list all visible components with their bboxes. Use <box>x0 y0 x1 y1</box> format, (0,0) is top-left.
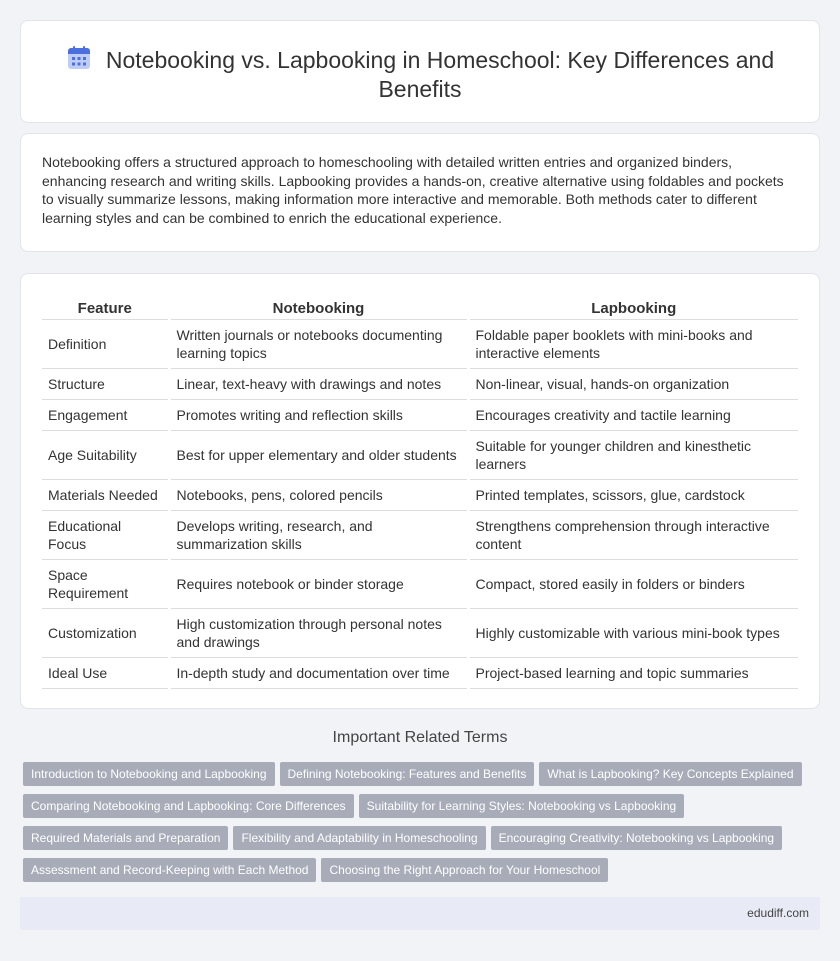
related-term-link[interactable]: Flexibility and Adaptability in Homeschooling <box>233 826 485 850</box>
footer-site[interactable]: edudiff.com <box>747 906 809 920</box>
table-row <box>42 511 798 560</box>
lapbooking-cell: Foldable paper booklets with mini-books and interactive elements <box>468 320 798 369</box>
notebooking-cell: Notebooks, pens, colored pencils <box>169 480 468 511</box>
table-row <box>42 658 798 689</box>
header-lapbooking: Lapbooking <box>468 296 798 320</box>
feature-cell: Structure <box>42 369 169 400</box>
table-row <box>42 609 798 658</box>
related-term-link[interactable]: What is Lapbooking? Key Concepts Explained <box>539 762 801 786</box>
notebooking-cell: Promotes writing and reflection skills <box>169 400 468 431</box>
lapbooking-cell: Compact, stored easily in folders or binders <box>468 560 798 609</box>
related-term-link[interactable]: Choosing the Right Approach for Your Homeschool <box>321 858 608 882</box>
feature-cell: Customization <box>42 609 169 658</box>
notebooking-cell: Requires notebook or binder storage <box>169 560 468 609</box>
related-terms-heading: Important Related Terms <box>332 729 508 746</box>
related-term-link[interactable]: Comparing Notebooking and Lapbooking: Core Differences <box>23 794 354 818</box>
table-row <box>42 480 798 511</box>
comparison-table <box>42 296 798 689</box>
lapbooking-cell: Suitable for younger children and kinesthetic learners <box>468 431 798 480</box>
notebooking-cell: Develops writing, research, and summarization skills <box>169 511 468 560</box>
feature-cell: Materials Needed <box>42 480 169 511</box>
table-row <box>42 560 798 609</box>
title-card <box>20 20 820 123</box>
feature-cell: Space Requirement <box>42 560 169 609</box>
header-feature: Feature <box>42 296 169 320</box>
table-header-row <box>42 296 798 320</box>
lapbooking-cell: Project-based learning and topic summaries <box>468 658 798 689</box>
page-title-wrap <box>51 45 789 104</box>
intro-card <box>20 133 820 252</box>
table-row <box>42 400 798 431</box>
lapbooking-cell: Encourages creativity and tactile learning <box>468 400 798 431</box>
notebooking-cell: In-depth study and documentation over time <box>169 658 468 689</box>
notebooking-cell: High customization through personal notes and drawings <box>169 609 468 658</box>
feature-cell: Engagement <box>42 400 169 431</box>
intro-text: Notebooking offers a structured approach to homeschooling with detailed written entries and organized binders, enhancing research and writing skills. Lapbooking provides a hands-on, creative alternative using foldables and pockets to visually summarize lessons, making information more interactive and memorable. Both methods cater to different learning styles and can be combined to enrich the educational experience. <box>42 154 784 227</box>
table-row <box>42 320 798 369</box>
related-terms-list <box>23 762 813 890</box>
related-term-link[interactable]: Introduction to Notebooking and Lapbooking <box>23 762 275 786</box>
related-term-link[interactable]: Defining Notebooking: Features and Benefits <box>280 762 535 786</box>
table-row <box>42 369 798 400</box>
feature-cell: Age Suitability <box>42 431 169 480</box>
related-term-link[interactable]: Required Materials and Preparation <box>23 826 228 850</box>
related-term-link[interactable]: Suitability for Learning Styles: Notebooking vs Lapbooking <box>359 794 685 818</box>
notebooking-cell: Written journals or notebooks documenting learning topics <box>169 320 468 369</box>
page-title: Notebooking vs. Lapbooking in Homeschool: Key Differences and Benefits <box>105 47 775 102</box>
lapbooking-cell: Highly customizable with various mini-book types <box>468 609 798 658</box>
related-term-link[interactable]: Assessment and Record-Keeping with Each Method <box>23 858 316 882</box>
lapbooking-cell: Strengthens comprehension through interactive content <box>468 511 798 560</box>
footer <box>20 897 820 930</box>
notebooking-cell: Best for upper elementary and older students <box>169 431 468 480</box>
feature-cell: Definition <box>42 320 169 369</box>
lapbooking-cell: Printed templates, scissors, glue, cardstock <box>468 480 798 511</box>
feature-cell: Educational Focus <box>42 511 169 560</box>
comparison-card <box>20 273 820 709</box>
notebooking-cell: Linear, text-heavy with drawings and notes <box>169 369 468 400</box>
header-notebooking: Notebooking <box>169 296 468 320</box>
lapbooking-cell: Non-linear, visual, hands-on organization <box>468 369 798 400</box>
feature-cell: Ideal Use <box>42 658 169 689</box>
calendar-icon <box>66 45 92 71</box>
related-term-link[interactable]: Encouraging Creativity: Notebooking vs Lapbooking <box>491 826 783 850</box>
table-row <box>42 431 798 480</box>
